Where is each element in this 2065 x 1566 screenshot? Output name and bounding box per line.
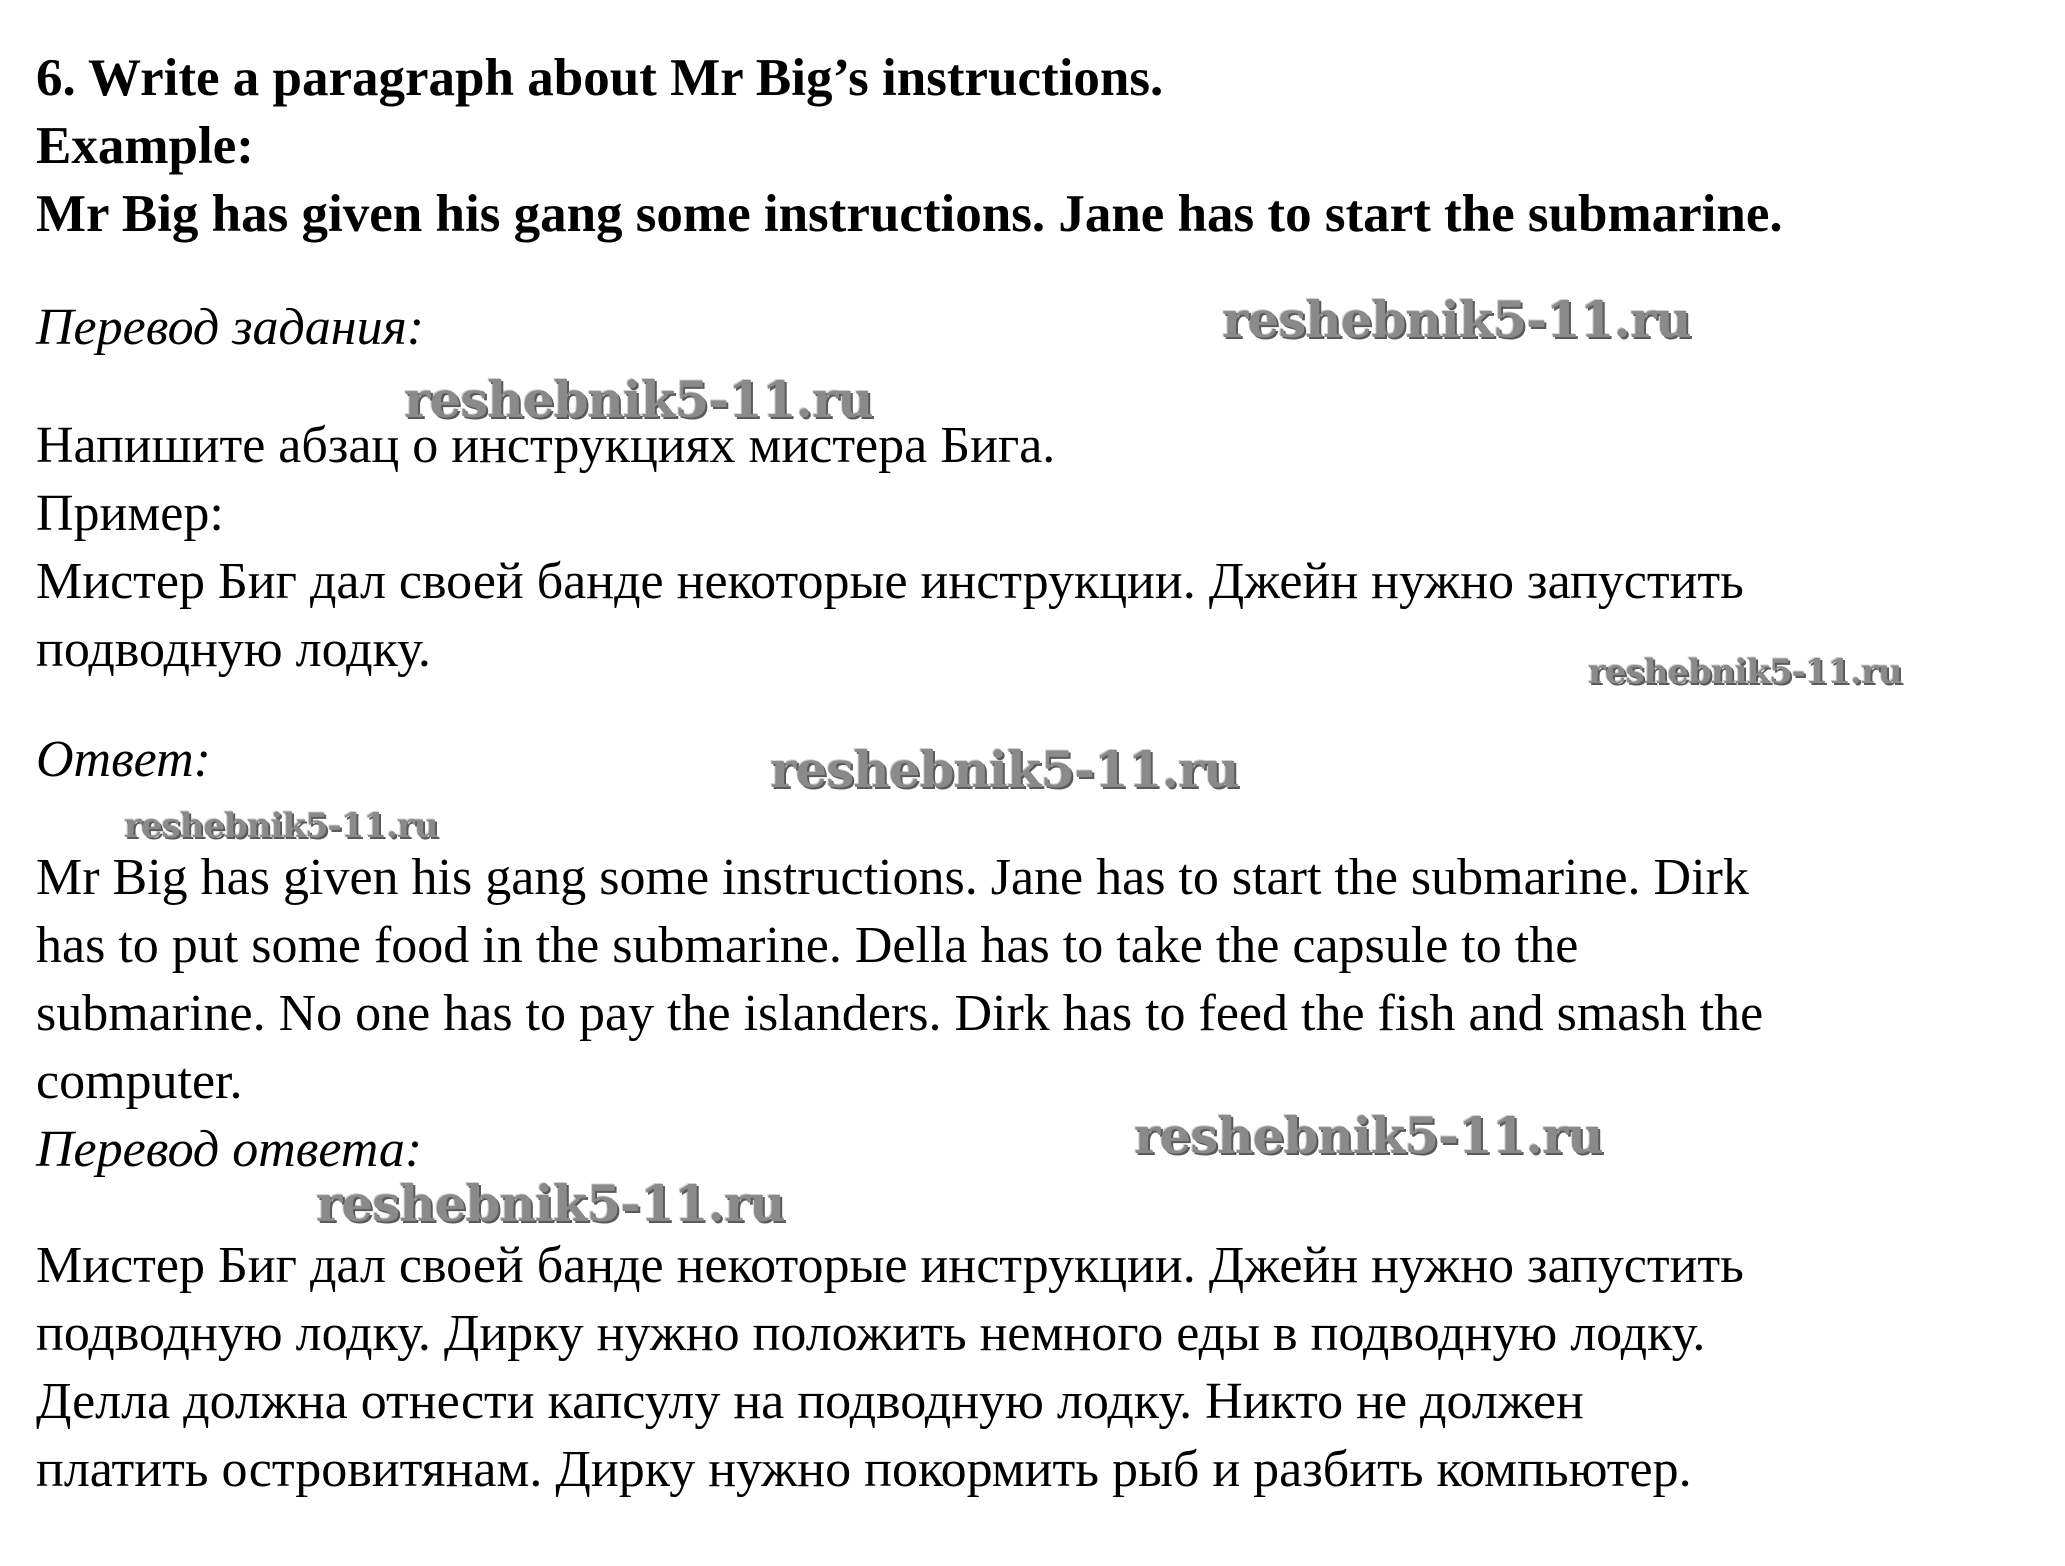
task-translation-line: Мистер Биг дал своей банде некоторые инструкции. Джейн нужно запустить [36,553,1744,610]
task-title: 6. Write a paragraph about Mr Big’s instructions. [36,49,1164,107]
watermark: reshebnik5-11.ru [1588,652,1902,692]
watermark: reshebnik5-11.ru [1134,1106,1603,1165]
example-label: Example: [36,117,254,175]
task-translation-label: Перевод задания: [36,299,425,356]
task-translation-line: Напишите абзац о инструкциях мистера Бига. [36,417,1056,474]
watermark: reshebnik5-11.ru [124,806,438,846]
answer-line: submarine. No one has to pay the islanders. Dirk has to feed the fish and smash the [36,985,1764,1042]
answer-translation-line: платить островитянам. Дирку нужно покормить рыб и разбить компьютер. [36,1441,1692,1498]
answer-label: Ответ: [36,731,211,788]
example-text: Mr Big has given his gang some instructions. Jane has to start the submarine. [36,185,1783,243]
watermark: reshebnik5-11.ru [770,740,1239,799]
answer-translation-line: Мистер Биг дал своей банде некоторые инструкции. Джейн нужно запустить [36,1237,1744,1294]
answer-line: Mr Big has given his gang some instructions. Jane has to start the submarine. Dirk [36,849,1749,906]
answer-translation-line: подводную лодку. Дирку нужно положить немного еды в подводную лодку. [36,1305,1706,1362]
watermark: reshebnik5-11.ru [316,1174,785,1233]
answer-translation-line: Делла должна отнести капсулу на подводную лодку. Никто не должен [36,1373,1584,1430]
task-translation-line: Пример: [36,485,224,542]
watermark: reshebnik5-11.ru [404,370,873,429]
answer-line: has to put some food in the submarine. Della has to take the capsule to the [36,917,1579,974]
watermark: reshebnik5-11.ru [1222,290,1691,349]
answer-line: computer. [36,1053,243,1110]
answer-translation-label: Перевод ответа: [36,1121,423,1178]
task-translation-line: подводную лодку. [36,621,431,678]
